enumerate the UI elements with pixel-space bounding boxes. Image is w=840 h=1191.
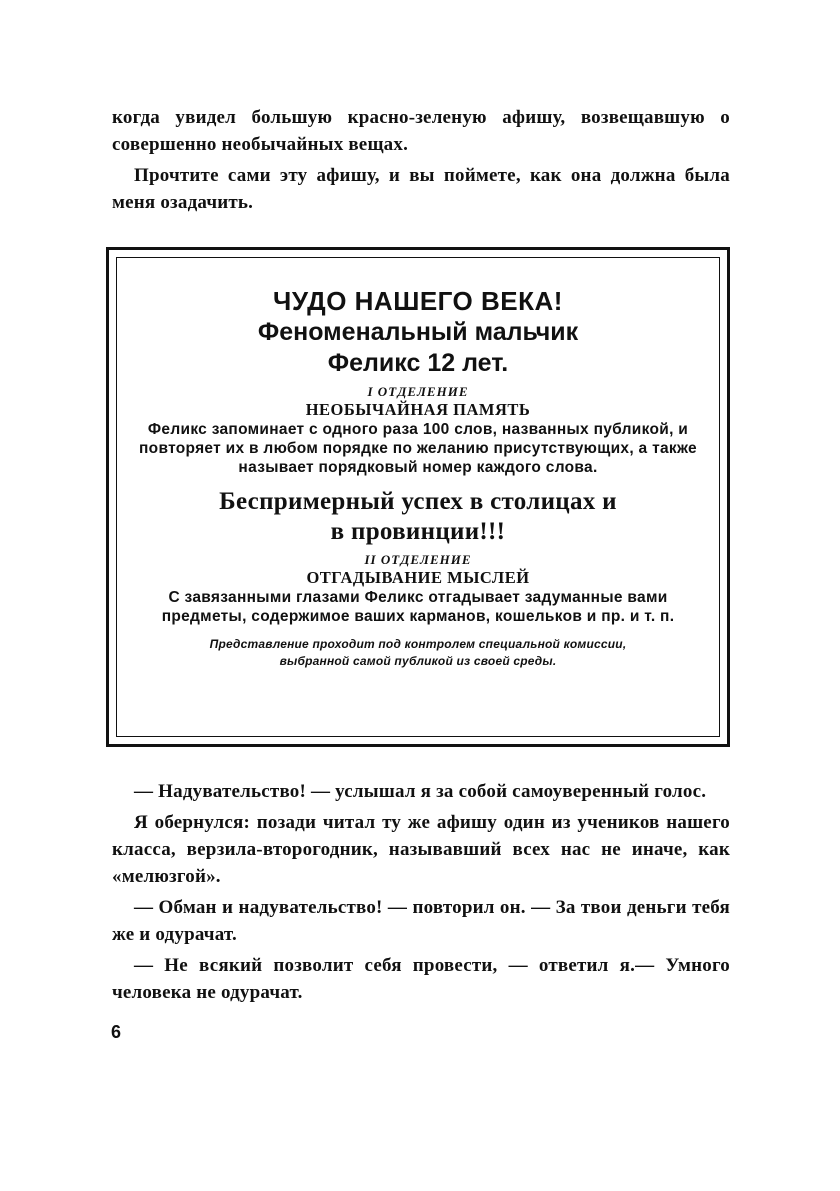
intro-text [112,104,730,220]
poster [106,247,730,747]
poster-subheadline-2: Феликс 12 лет. [327,349,509,377]
slogan-line-2: в провинции!!! [330,518,506,545]
section-1-text: Феликс запоминает с одного раза 100 слов, названных публикой, и повторяет их в любом порядке по желанию присутствующих, а также называет порядковый номер каждого слова. [139,421,697,476]
poster-subheadline-1: Феноменальный мальчик [257,318,579,346]
poster-inner-frame [116,257,720,737]
poster-note-line-2: выбранной самой публикой из своей среды. [279,654,557,668]
intro-paragraph-1: когда увидел большую красно-зеленую афишу, возвещавшую о совершенно необычайных вещах. [112,107,730,155]
section-2-title: ОТГАДЫВАНИЕ МЫСЛЕЙ [306,568,530,587]
section-1-label: I ОТДЕЛЕНИЕ [367,384,469,399]
poster-headline: ЧУДО НАШЕГО ВЕКА! [273,286,563,316]
slogan-line-1: Беспримерный успех в столицах и [219,488,617,515]
poster-note [117,636,719,670]
outro-paragraph-1: — Надувательство! — услышал я за собой самоуверенный голос. [134,781,707,802]
outro-paragraph-2: Я обернулся: позади читал ту же афишу один из учеников нашего класса, верзила-второгодник, называвший всех нас не иначе, как «мелюзгой». [112,812,730,887]
outro-text [112,778,730,1010]
section-2-text: С завязанными глазами Феликс отгадывает задуманные вами предметы, содержимое ваших карманов, кошельков и пр. и т. п. [161,589,675,625]
page-number: 6 [111,1022,122,1042]
section-1-title: НЕОБЫЧАЙНАЯ ПАМЯТЬ [305,400,531,419]
outro-paragraph-3: — Обман и надувательство! — повторил он. — За твои деньги тебя же и одурачат. [112,897,730,945]
intro-paragraph-2: Прочтите сами эту афишу, и вы поймете, как она должна была меня озадачить. [112,165,730,213]
section-2-label: II ОТДЕЛЕНИЕ [364,552,472,567]
outro-paragraph-4: — Не всякий позволит себя провести, — ответил я.— Умного человека не одурачат. [112,955,730,1003]
poster-note-line-1: Представление проходит под контролем специальной комиссии, [209,637,627,651]
